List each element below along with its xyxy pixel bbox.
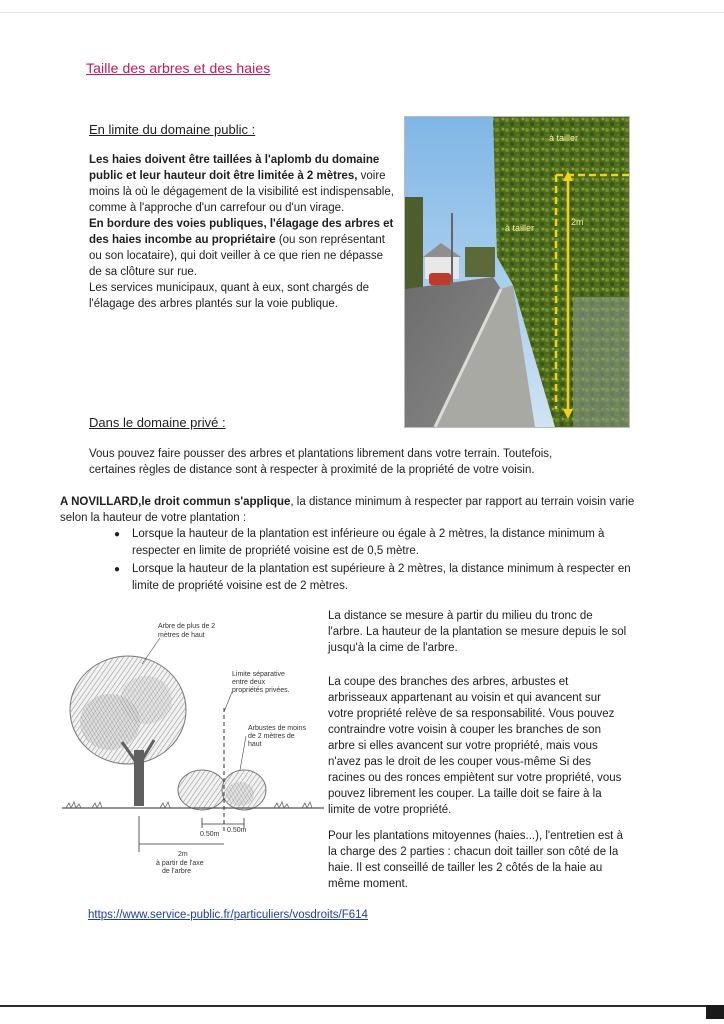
section-heading-private: Dans le domaine privé :: [89, 415, 226, 430]
tree-label-line1: Arbre de plus de 2: [158, 623, 216, 630]
distance-rules-list: [114, 526, 640, 595]
hedge-photo: [404, 116, 630, 428]
dimension-2m: 2m: [178, 851, 188, 858]
page-title: Taille des arbres et des haies: [86, 60, 271, 76]
bullet-icon: ●: [114, 529, 121, 540]
planting-distance-diagram: [62, 612, 324, 882]
diagram-svg: [62, 612, 324, 882]
novillard-rule-bold: A NOVILLARD,le droit commun s'applique: [60, 496, 291, 508]
rule-text: Lorsque la hauteur de la plantation est inférieure ou égale à 2 mètres, la distance minimum à respecter en limite de propriété voisine est de 0,5 mètre.: [132, 528, 605, 557]
limit-label-line3: propriétés privées.: [232, 687, 290, 694]
hedge-photo-svg: [405, 117, 629, 427]
shared-hedge-text: Pour les plantations mitoyennes (haies...), l'entretien est à la charge des 2 parties : chacun doit tailler son côté de la haie. Il est conseillé de tailler les 2 côtés de la haie au même moment.: [328, 830, 623, 890]
photo-label-top: à tailler: [549, 133, 579, 143]
hedge-rule-bold: Les haies doivent être taillées à l'aplomb du domaine public et leur hauteur doit être limitée à 2 mètres,: [89, 154, 380, 182]
dimension-050-right: 0.50m: [227, 827, 247, 834]
bullet-icon: ●: [114, 564, 121, 575]
photo-label-height: 2m: [571, 217, 584, 227]
tree-illustration: [70, 656, 186, 806]
dimension-2m-note-line2: de l'arbre: [162, 868, 191, 875]
hedge-rule-rest: voire moins là où le dégagement de la visibilité est indispensable, comme à l'approche d'un carrefour ou d'un virage.: [89, 170, 394, 214]
list-item: [114, 526, 640, 560]
shrub-label-line3: haut: [248, 741, 262, 748]
shrub-illustration: [178, 770, 266, 810]
novillard-rule-rest: , la distance minimum à respecter par rapport au terrain voisin varie selon la hauteur de votre plantation :: [60, 496, 635, 524]
shrub-label-line2: de 2 mètres de: [248, 733, 295, 740]
public-domain-text: [89, 152, 395, 312]
scan-corner-mark: [706, 1005, 724, 1019]
list-item: [114, 561, 640, 595]
tree-label-line2: mètres de haut: [158, 632, 205, 639]
distance-measure-text: La distance se mesure à partir du milieu du tronc de l'arbre. La hauteur de la plantation se mesure depuis le sol jusqu'à la cime de l'arbre.: [328, 610, 627, 654]
section-heading-public: En limite du domaine public :: [89, 122, 256, 137]
limit-label-line1: Limite séparative: [232, 671, 285, 678]
pruning-rule-rest: (ou son représentant ou son locataire), qui doit veiller à ce que rien ne dépasse de sa clôture sur rue.: [89, 234, 385, 278]
scan-top-edge: [0, 12, 724, 13]
rule-text: Lorsque la hauteur de la plantation est supérieure à 2 mètres, la distance minimum à respecter en limite de propriété voisine est de 2 mètres.: [132, 563, 631, 592]
pruning-rule-bold: En bordure des voies publiques, l'élagage des arbres et des haies incombe au propriétaire: [89, 218, 394, 246]
limit-label-line2: entre deux: [232, 679, 266, 686]
shrub-label-line1: Arbustes de moins: [248, 725, 306, 732]
dimension-050-left: 0.50m: [200, 831, 220, 838]
dimension-2m-note-line1: à partir de l'axe: [156, 860, 204, 867]
scan-bottom-edge: [0, 1005, 724, 1007]
branch-cutting-text: La coupe des branches des arbres, arbustes et arbrisseaux appartenant au voisin et qui avancent sur votre propriété relève de sa responsabilité. Vous pouvez contraindre votre voisin à couper les branches de son arbre si elles avancent sur votre propriété, mais vous n'avez pas le droit de les couper vous-même Si des racines ou des ronces empiètent sur votre propriété, vous pouvez librement les couper. La taille doit se faire à la limite de votre propriété.: [328, 676, 622, 816]
municipal-services-text: Les services municipaux, quant à eux, sont chargés de l'élagage des arbres plantés sur la voie publique.: [89, 282, 369, 310]
private-domain-intro: Vous pouvez faire pousser des arbres et plantations librement dans votre terrain. Toutefois, certaines règles de distance sont à respecter à proximité de la propriété de votre voisin.: [89, 448, 553, 476]
service-public-link[interactable]: https://www.service-public.fr/particuliers/vosdroits/F614: [88, 909, 368, 921]
photo-label-side: à tailler: [505, 223, 535, 233]
novillard-rule: [60, 494, 644, 526]
